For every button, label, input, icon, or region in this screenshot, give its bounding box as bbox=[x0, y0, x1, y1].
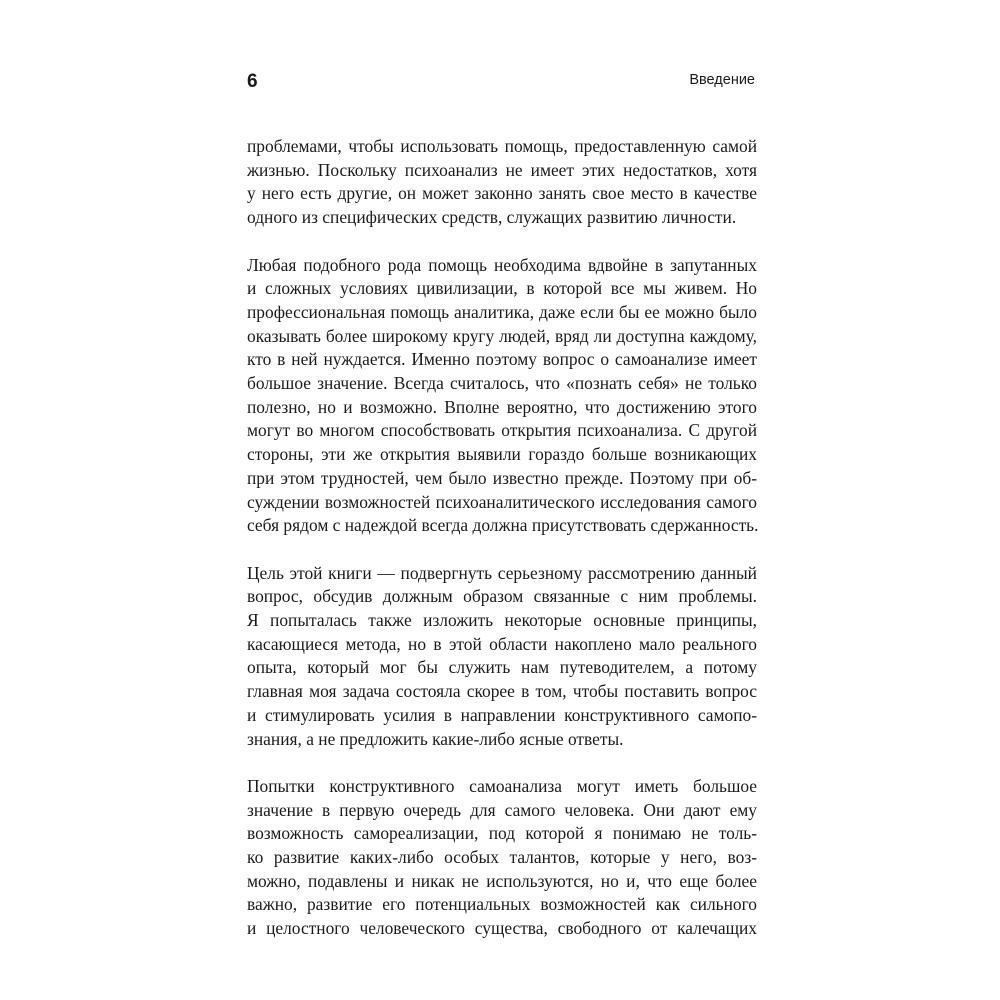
text-line: могут во многом способствовать открытия психоанализа. С другой bbox=[247, 420, 757, 441]
text-line: Попытки конструктивного самоанализа могут иметь большое bbox=[247, 775, 757, 796]
text-line: вопрос, обсудив должным образом связанные с ним проблемы. bbox=[247, 586, 757, 607]
text-line: можно, подавлены и никак не используются, но и, что еще более bbox=[247, 870, 757, 891]
paragraph bbox=[247, 775, 757, 941]
text-line: Любая подобного рода помощь необходима вдвойне в запутанных bbox=[247, 254, 757, 275]
text-line: касающиеся метода, но в этой области накоплено мало реального bbox=[247, 633, 757, 654]
text-line: Цель этой книги — подвергнуть серьезному рассмотрению данный bbox=[247, 562, 757, 583]
text-line: возможность самореализации, под которой я понимаю не толь- bbox=[247, 823, 757, 844]
paragraph bbox=[247, 135, 757, 230]
text-line: знания, а не предложить какие-либо ясные ответы. bbox=[247, 728, 624, 749]
text-line: себя рядом с надеждой всегда должна присутствовать сдержанность. bbox=[247, 515, 759, 536]
text-line: кто в ней нуждается. Именно поэтому вопрос о самоанализе имеет bbox=[247, 349, 757, 370]
text-line: профессиональная помощь аналитика, даже если бы ее можно было bbox=[247, 301, 757, 322]
text-line: оказывать более широкому кругу людей, вряд ли доступна каждому, bbox=[247, 325, 757, 346]
text-line: значение в первую очередь для самого человека. Они дают ему bbox=[247, 799, 757, 820]
running-head: Введение bbox=[689, 72, 755, 88]
paragraph bbox=[247, 254, 757, 538]
text-line: у него есть другие, он может законно занять свое место в качестве bbox=[247, 183, 757, 204]
text-line: и целостного человеческого существа, свободного от калечащих bbox=[247, 918, 757, 939]
text-line: суждении возможностей психоаналитического исследования самого bbox=[247, 491, 757, 512]
body-text bbox=[247, 135, 757, 965]
text-line: при этом трудностей, чем было известно прежде. Поэтому при об- bbox=[247, 467, 757, 488]
text-line: стороны, эти же открытия выявили гораздо больше возникающих bbox=[247, 444, 757, 465]
text-line: проблемами, чтобы использовать помощь, предоставленную самой bbox=[247, 136, 757, 156]
text-line: и стимулировать усилия в направлении конструктивного самопо- bbox=[247, 704, 757, 725]
text-line: и сложных условиях цивилизации, в которой все мы живем. Но bbox=[247, 278, 757, 299]
text-line: полезно, но и возможно. Вполне вероятно, что достижению этого bbox=[247, 396, 757, 417]
page-number: 6 bbox=[247, 71, 258, 92]
text-line: одного из специфических средств, служащих развитию личности. bbox=[247, 207, 737, 228]
text-line: опыта, который мог бы служить нам путеводителем, а потому bbox=[247, 657, 757, 678]
paragraph bbox=[247, 562, 757, 752]
text-line: большое значение. Всегда считалось, что «познать себя» не только bbox=[247, 373, 757, 394]
text-line: жизнью. Поскольку психоанализ не имеет этих недостатков, хотя bbox=[247, 159, 757, 180]
text-line: ко развитие каких-либо особых талантов, которые у него, воз- bbox=[247, 847, 757, 868]
text-line: главная моя задача состояла скорее в том, чтобы поставить вопрос bbox=[247, 681, 757, 702]
text-line: Я попыталась также изложить некоторые основные принципы, bbox=[247, 610, 757, 631]
text-line: важно, развитие его потенциальных возможностей как сильного bbox=[247, 894, 757, 915]
